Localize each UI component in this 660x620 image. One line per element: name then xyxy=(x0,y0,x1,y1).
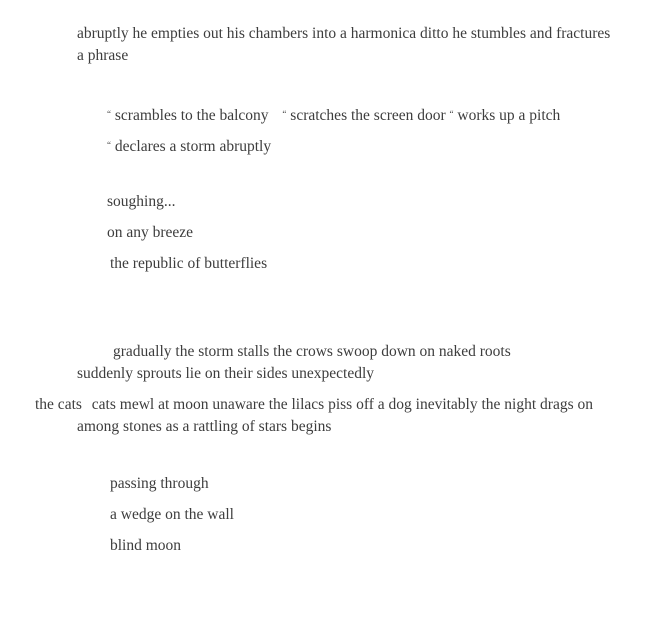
stanza2-line1-part1: scrambles to the balcony xyxy=(114,107,269,124)
stanza3-line1: soughing... xyxy=(107,193,176,210)
stanza2-line1-part3: works up a pitch xyxy=(457,107,561,124)
stanza3-line2: on any breeze xyxy=(107,224,194,241)
quote-mark: “ xyxy=(107,109,111,119)
stanza4-line2: suddenly sprouts lie on their sides unexpectedly xyxy=(77,365,375,382)
stanza4-line3-part2: cats mewl at moon unaware the lilacs piss off a dog inevitably the night drags on xyxy=(91,396,593,413)
stanza5-line2: a wedge on the wall xyxy=(110,506,234,523)
stanza4-line3-part1: the cats xyxy=(35,396,82,413)
stanza1-line2: a phrase xyxy=(77,47,129,64)
stanza1-line1: abruptly he empties out his chambers into a harmonica ditto he stumbles and fractures xyxy=(77,25,611,42)
stanza4-line4: among stones as a rattling of stars begins xyxy=(77,418,332,435)
quote-mark: “ xyxy=(107,140,111,150)
stanza4-line1: gradually the storm stalls the crows swoop down on naked roots xyxy=(113,343,511,360)
stanza2-line1-part2: scratches the screen door xyxy=(290,107,446,124)
stanza2-line1 xyxy=(107,103,560,127)
stanza5-line3: blind moon xyxy=(110,537,182,554)
stanza3-line3: the republic of butterflies xyxy=(110,255,268,272)
quote-mark: “ xyxy=(282,109,287,119)
quote-mark: “ xyxy=(449,109,454,119)
stanza2-line2-text: declares a storm abruptly xyxy=(114,138,272,155)
stanza2-line2 xyxy=(107,134,271,158)
stanza5-line1: passing through xyxy=(110,475,209,492)
stanza4-line3 xyxy=(35,394,593,416)
